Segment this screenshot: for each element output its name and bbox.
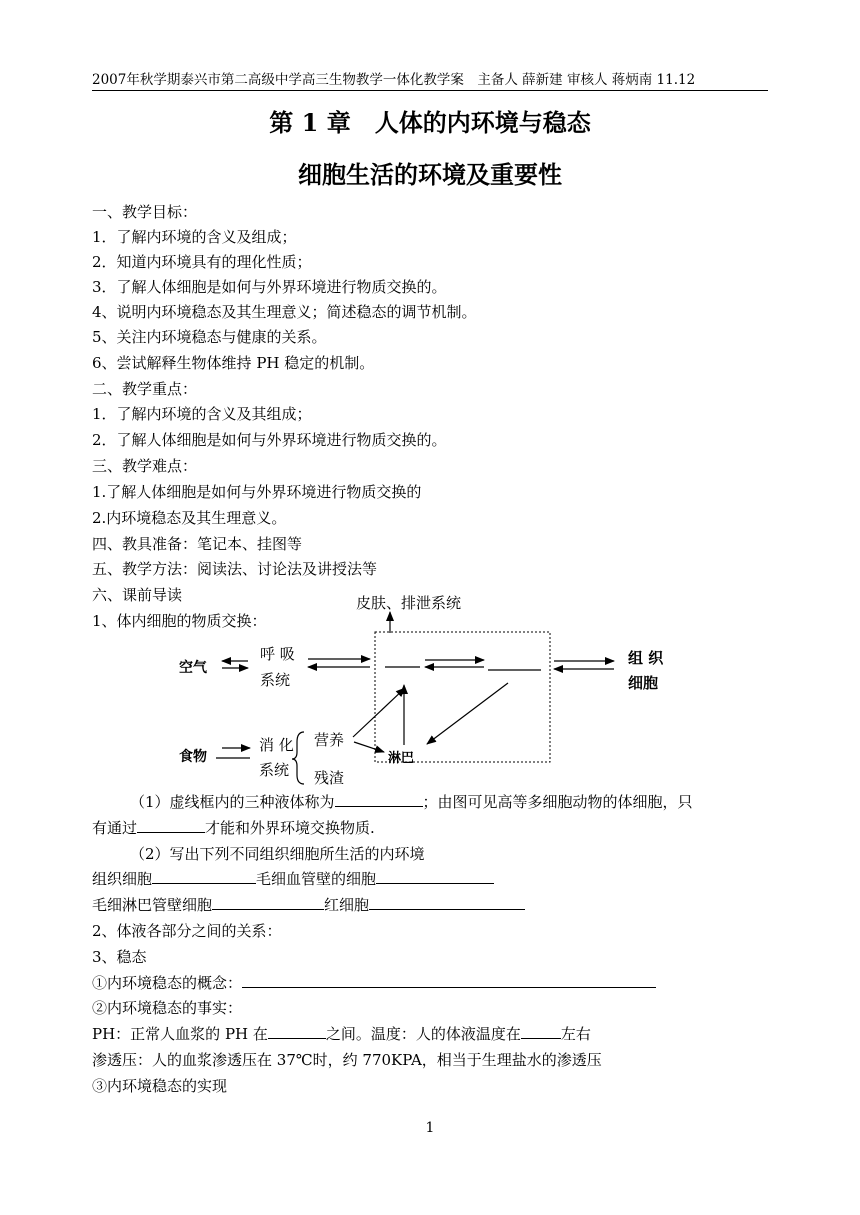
question-2-line-1: 组织细胞 毛细血管壁的细胞: [92, 868, 494, 889]
osmotic-pressure-line: 渗透压：人的血浆渗透压在 37℃时，约 770KPA，相当于生理盐水的渗透压: [92, 1051, 602, 1069]
question-2-line-2: 毛细淋巴管壁细胞 红细胞: [92, 894, 525, 915]
text-line: 2.内环境稳态及其生理意义。: [92, 509, 287, 527]
text-line: 2．知道内环境具有的理化性质；: [92, 253, 312, 271]
tissue-cell-label-2: 细胞: [628, 674, 659, 692]
food-label: 食物: [179, 749, 207, 765]
answer-blank[interactable]: [212, 894, 324, 910]
respiratory-label-2: 系统: [260, 671, 291, 689]
answer-blank[interactable]: [369, 894, 525, 910]
answer-blank[interactable]: [242, 972, 656, 988]
section-2-heading: 2、体液各部分之间的关系：: [92, 922, 282, 940]
tissue-cell-label-1: 组 织: [628, 649, 664, 667]
text-line: 3．了解人体细胞是如何与外界环境进行物质交换的。: [92, 278, 447, 296]
air-label: 空气: [179, 660, 207, 676]
residue-label: 残渣: [314, 769, 345, 787]
homeostasis-realization: ③内环境稳态的实现: [92, 1077, 228, 1095]
answer-blank[interactable]: [268, 1023, 326, 1039]
question-1-line-2: 有通过 才能和外界环境交换物质.: [92, 819, 375, 837]
text-line: 6、尝试解释生物体维持 PH 稳定的机制。: [92, 354, 375, 372]
text-line: 四、教具准备：笔记本、挂图等: [92, 535, 303, 553]
question-1-line-1: （1）虚线框内的三种液体称为 ；由图可见高等多细胞动物的体细胞，只: [130, 793, 693, 811]
chapter-title: 第 1 章 人体的内环境与稳态: [269, 108, 591, 137]
section-3-heading: 3、稳态: [92, 948, 147, 966]
page-number: 1: [425, 1120, 435, 1136]
text-line: 1．了解内环境的含义及组成；: [92, 228, 297, 246]
homeostasis-concept: ①内环境稳态的概念：: [92, 972, 656, 993]
text-line: 1.了解人体细胞是如何与外界环境进行物质交换的: [92, 483, 422, 501]
text-line: 五、教学方法：阅读法、讨论法及讲授法等: [92, 560, 378, 578]
skin-excretory-label: 皮肤、排泄系统: [356, 594, 462, 612]
section-title: 细胞生活的环境及重要性: [298, 160, 562, 189]
answer-blank[interactable]: [521, 1023, 561, 1039]
ph-temperature-line: PH：正常人血浆的 PH 在 之间。温度：人的体液温度在 左右: [92, 1025, 591, 1043]
homeostasis-facts: ②内环境稳态的事实：: [92, 999, 243, 1017]
text-line: 三、教学难点：: [92, 457, 198, 475]
dashed-box: [375, 632, 550, 762]
nutrient-label: 营养: [314, 731, 345, 749]
text-line: 2．了解人体细胞是如何与外界环境进行物质交换的。: [92, 431, 447, 449]
text-line: 4、说明内环境稳态及其生理意义；简述稳态的调节机制。: [92, 303, 477, 321]
brace: [292, 732, 304, 784]
text-line: 二、教学重点：: [92, 380, 198, 398]
question-2-title: （2）写出下列不同组织细胞所生活的内环境: [130, 845, 425, 863]
text-line: 1．了解内环境的含义及其组成；: [92, 405, 312, 423]
text-line: 5、关注内环境稳态与健康的关系。: [92, 328, 327, 346]
text-line: 1、体内细胞的物质交换：: [92, 612, 267, 630]
respiratory-label-1: 呼 吸: [260, 645, 295, 663]
text-line: 六、课前导读: [92, 586, 183, 604]
answer-blank[interactable]: [137, 817, 205, 833]
page-header: 2007年秋学期泰兴市第二高级中学高三生物教学一体化教学案 主备人 薛新建 审核人 蒋炳南 11.12: [92, 72, 696, 88]
text-line: 一、教学目标：: [92, 203, 198, 221]
digestive-label-1: 消 化: [259, 736, 294, 754]
lymph-label: 淋巴: [388, 751, 415, 766]
answer-blank[interactable]: [335, 791, 423, 807]
digestive-label-2: 系统: [259, 761, 290, 779]
answer-blank[interactable]: [376, 868, 494, 884]
answer-blank[interactable]: [152, 868, 256, 884]
